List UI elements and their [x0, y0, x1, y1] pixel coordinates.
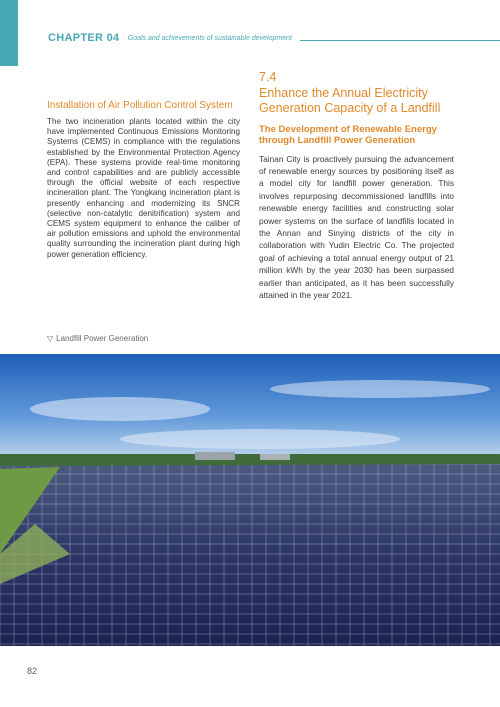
renewable-energy-subtitle: The Development of Renewable Energy through Landfill Power Generation	[259, 123, 437, 146]
chapter-subtitle: · Goals and achievements of sustainable development	[123, 34, 292, 42]
page-number: 82	[27, 666, 38, 676]
section-number: 7.4	[259, 70, 277, 84]
section-title-line1: Enhance the Annual Electricity	[259, 85, 428, 100]
figure-caption	[47, 334, 148, 343]
renewable-energy-body-text: Tainan City is proactively pursuing the advancement of renewable energy sources by positioning itself as a model city for landfill power generation. This involves repurposing decommissioned landfills into renewable energy facilities and constructing solar power systems on the surface of landfills located in the Annan and Sinying districts of the city in collaboration with Yudin Electric Co. The projected goal of achieving a total annual energy output of 21 million kWh by the year 2030 has been surpassed earlier than anticipated, as it has been successfully attained in the year 2021.	[259, 153, 454, 300]
figure-caption-text: Landfill Power Generation	[56, 334, 149, 343]
header-divider	[300, 40, 500, 41]
section-title-line2: Generation Capacity of a Landfill	[259, 101, 441, 115]
chapter-color-tab	[0, 0, 18, 66]
left-column	[47, 100, 240, 260]
triangle-down-icon: ▽	[47, 334, 54, 343]
air-pollution-body-text: The two incineration plants located within the city have implemented Continuous Emissions Monitoring Systems (CEMS) in compliance with the regulations established by the Environmental Protection Agency (EPA). These systems provide real-time monitoring and control capabilities and are publicly accessible through the official website of each respective incineration plant. The Yongkang incineration plant is presently enhancing and modernizing its SNCR (selective non-catalytic denitrification) system and CEMS system equipment to enhance the caliber of air pollution emissions and uphold the environmental quality surrounding the incineration plant during high power generation efficiency.	[47, 117, 240, 259]
section-heading	[259, 70, 454, 117]
chapter-header	[48, 30, 500, 46]
chapter-label: CHAPTER 04	[48, 32, 120, 44]
right-column	[259, 70, 454, 301]
solar-farm-photo	[0, 354, 500, 646]
air-pollution-section-title: Installation of Air Pollution Control System	[47, 100, 233, 111]
